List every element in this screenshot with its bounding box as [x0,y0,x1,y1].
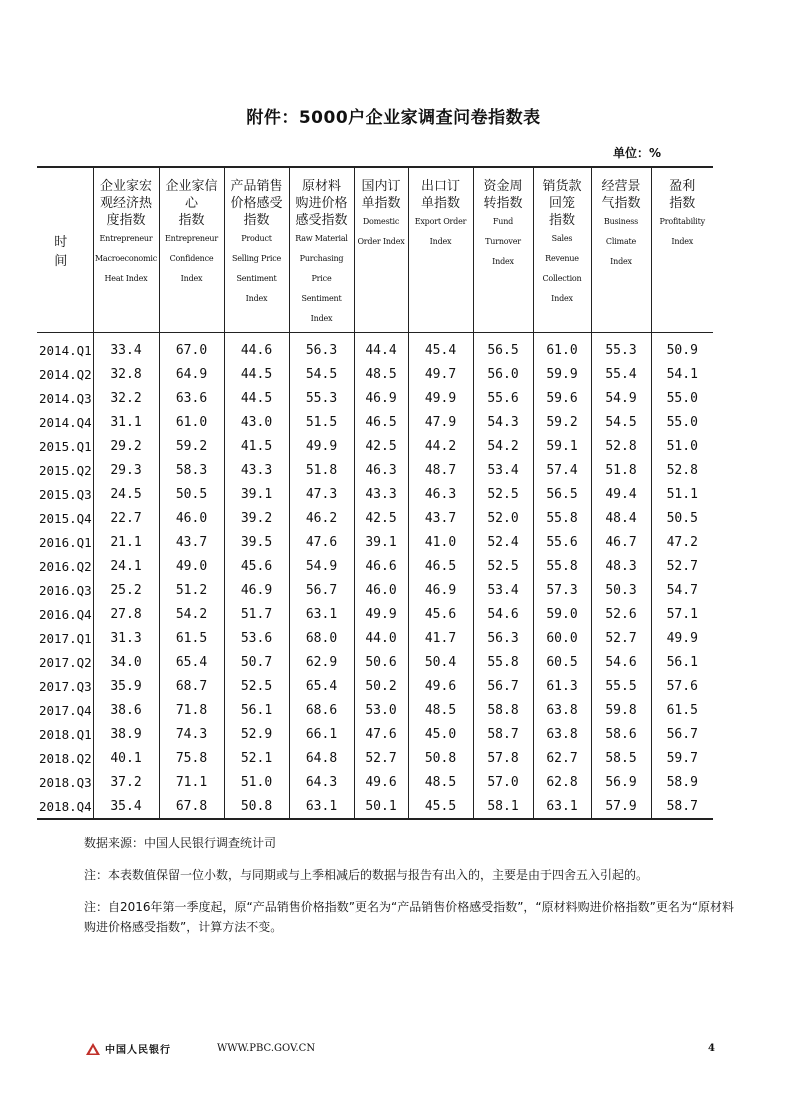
value-cell: 52.8 [651,458,713,482]
value-cell: 61.5 [159,626,224,650]
value-cell: 54.2 [159,602,224,626]
value-cell: 64.9 [159,362,224,386]
value-cell: 55.6 [473,386,533,410]
bank-name: 中国人民银行 [105,1045,171,1056]
value-cell: 52.5 [473,482,533,506]
value-cell: 50.8 [224,794,289,819]
value-cell: 40.1 [93,746,159,770]
column-header-en: Product Selling Price Sentiment Index [231,234,282,303]
value-cell: 55.0 [651,386,713,410]
value-cell: 46.3 [354,458,408,482]
quarter-cell: 2018.Q4 [39,798,92,814]
value-cell: 59.7 [651,746,713,770]
note-rounding: 注：本表数值保留一位小数，与同期或与上季相减后的数据与报告有出入的，主要是由于四舍五入引起的。 [84,868,649,882]
value-cell: 50.4 [408,650,473,674]
value-cell: 57.4 [533,458,591,482]
value-cell: 63.1 [289,602,354,626]
quarter-cell: 2018.Q1 [39,726,92,742]
quarter-cell: 2015.Q4 [39,510,92,526]
value-cell: 55.4 [591,362,651,386]
value-cell: 52.4 [473,530,533,554]
value-cell: 71.8 [159,698,224,722]
value-cell: 49.7 [408,362,473,386]
value-cell: 24.1 [93,554,159,578]
value-cell: 56.7 [651,722,713,746]
value-cell: 54.6 [473,602,533,626]
page-title: 附件：5000户企业家调查问卷指数表 [246,108,541,128]
value-cell: 59.0 [533,602,591,626]
column-header [408,167,473,333]
column-header [224,167,289,333]
value-cell: 61.0 [533,333,591,363]
value-cell: 47.6 [354,722,408,746]
column-header [159,167,224,333]
value-cell: 58.3 [159,458,224,482]
value-cell: 62.8 [533,770,591,794]
value-cell: 31.1 [93,410,159,434]
value-cell: 32.2 [93,386,159,410]
column-header-cn: 企业家信 心 指数 [165,179,218,228]
value-cell: 51.7 [224,602,289,626]
value-cell: 46.9 [408,578,473,602]
value-cell: 49.6 [354,770,408,794]
value-cell: 52.7 [354,746,408,770]
value-cell: 46.5 [354,410,408,434]
value-cell: 55.3 [289,386,354,410]
value-cell: 56.7 [289,578,354,602]
value-cell: 39.1 [354,530,408,554]
value-cell: 59.2 [159,434,224,458]
unit-label: 单位：% [612,146,661,160]
value-cell: 21.1 [93,530,159,554]
column-header-cn: 盈利 指数 [669,179,696,211]
value-cell: 50.1 [354,794,408,819]
value-cell: 50.3 [591,578,651,602]
notes [84,833,744,949]
table-row [37,650,713,674]
column-header-cn: 出口订 单指数 [420,179,460,211]
column-header-cn: 企业家宏 观经济热 度指数 [99,179,152,228]
value-cell: 64.8 [289,746,354,770]
value-cell: 51.1 [651,482,713,506]
column-header [591,167,651,333]
column-header-en: Raw Material Purchasing Price Sentiment Index [295,234,348,323]
value-cell: 68.7 [159,674,224,698]
value-cell: 58.7 [473,722,533,746]
value-cell: 55.8 [533,554,591,578]
column-header-en: Entrepreneur Confidence Index [165,234,218,283]
value-cell: 54.6 [591,650,651,674]
value-cell: 29.3 [93,458,159,482]
table-row [37,482,713,506]
value-cell: 61.5 [651,698,713,722]
table-row [37,794,713,819]
value-cell: 65.4 [159,650,224,674]
value-cell: 32.8 [93,362,159,386]
quarter-cell: 2016.Q3 [39,582,92,598]
table-row [37,746,713,770]
value-cell: 52.1 [224,746,289,770]
value-cell: 71.1 [159,770,224,794]
value-cell: 58.6 [591,722,651,746]
value-cell: 63.1 [533,794,591,819]
value-cell: 35.9 [93,674,159,698]
value-cell: 56.1 [651,650,713,674]
value-cell: 56.7 [473,674,533,698]
value-cell: 27.8 [93,602,159,626]
value-cell: 56.5 [533,482,591,506]
quarter-cell: 2015.Q2 [39,462,92,478]
value-cell: 52.7 [651,554,713,578]
value-cell: 38.9 [93,722,159,746]
value-cell: 61.0 [159,410,224,434]
value-cell: 57.6 [651,674,713,698]
table-row [37,362,713,386]
value-cell: 48.5 [408,770,473,794]
value-cell: 62.7 [533,746,591,770]
table-row [37,434,713,458]
value-cell: 59.1 [533,434,591,458]
table-row [37,386,713,410]
table-row [37,578,713,602]
value-cell: 65.4 [289,674,354,698]
value-cell: 52.0 [473,506,533,530]
value-cell: 75.8 [159,746,224,770]
value-cell: 47.2 [651,530,713,554]
column-header [354,167,408,333]
value-cell: 43.7 [159,530,224,554]
value-cell: 55.5 [591,674,651,698]
value-cell: 54.9 [591,386,651,410]
value-cell: 68.6 [289,698,354,722]
value-cell: 49.0 [159,554,224,578]
column-header-en: Business Climate Index [603,217,639,266]
value-cell: 60.5 [533,650,591,674]
time-header: 时 间 [54,235,97,269]
column-header [473,167,533,333]
value-cell: 51.8 [591,458,651,482]
value-cell: 57.1 [651,602,713,626]
value-cell: 54.2 [473,434,533,458]
column-header [289,167,354,333]
value-cell: 63.8 [533,698,591,722]
quarter-cell: 2014.Q3 [39,390,92,406]
quarter-cell: 2014.Q1 [39,342,92,358]
value-cell: 61.3 [533,674,591,698]
value-cell: 66.1 [289,722,354,746]
value-cell: 37.2 [93,770,159,794]
value-cell: 55.8 [473,650,533,674]
value-cell: 47.6 [289,530,354,554]
value-cell: 48.7 [408,458,473,482]
footer-logo [85,1041,171,1056]
value-cell: 45.6 [224,554,289,578]
quarter-cell: 2017.Q1 [39,630,92,646]
index-table [37,166,713,820]
value-cell: 43.3 [354,482,408,506]
value-cell: 62.9 [289,650,354,674]
table-row [37,530,713,554]
value-cell: 46.7 [591,530,651,554]
value-cell: 45.5 [408,794,473,819]
quarter-cell: 2017.Q4 [39,702,92,718]
value-cell: 52.9 [224,722,289,746]
value-cell: 55.8 [533,506,591,530]
value-cell: 68.0 [289,626,354,650]
value-cell: 57.0 [473,770,533,794]
value-cell: 58.9 [651,770,713,794]
value-cell: 56.1 [224,698,289,722]
value-cell: 53.4 [473,458,533,482]
value-cell: 50.6 [354,650,408,674]
value-cell: 24.5 [93,482,159,506]
value-cell: 49.9 [408,386,473,410]
column-header-en: Profitability Index [659,217,705,246]
column-header-en: Domestic Order Index [357,217,405,246]
value-cell: 29.2 [93,434,159,458]
quarter-cell: 2016.Q2 [39,558,92,574]
value-cell: 54.5 [591,410,651,434]
column-header-en: Fund Turnover Index [485,217,521,266]
value-cell: 59.8 [591,698,651,722]
value-cell: 46.2 [289,506,354,530]
value-cell: 39.2 [224,506,289,530]
quarter-cell: 2016.Q1 [39,534,92,550]
value-cell: 45.0 [408,722,473,746]
value-cell: 50.5 [159,482,224,506]
quarter-cell: 2018.Q2 [39,750,92,766]
value-cell: 58.5 [591,746,651,770]
column-header-en: Entrepreneur Macroeconomic Heat Index [94,234,158,283]
value-cell: 43.3 [224,458,289,482]
value-cell: 54.5 [289,362,354,386]
value-cell: 50.5 [651,506,713,530]
value-cell: 57.8 [473,746,533,770]
value-cell: 46.0 [159,506,224,530]
value-cell: 56.3 [289,333,354,363]
value-cell: 54.1 [651,362,713,386]
column-header-en: Sales Revenue Collection Index [542,234,582,303]
value-cell: 47.9 [408,410,473,434]
value-cell: 56.3 [473,626,533,650]
note-rename: 注：自2016年第一季度起，原“产品销售价格指数”更名为“产品销售价格感受指数”，“原材料购进价格指数”更名为“原材料购进价格感受指数”，计算方法不变。 [84,900,735,934]
value-cell: 56.5 [473,333,533,363]
column-header-cn: 经营景 气指数 [601,179,641,211]
value-cell: 56.9 [591,770,651,794]
value-cell: 59.6 [533,386,591,410]
value-cell: 33.4 [93,333,159,363]
value-cell: 38.6 [93,698,159,722]
value-cell: 39.1 [224,482,289,506]
value-cell: 50.8 [408,746,473,770]
value-cell: 63.1 [289,794,354,819]
value-cell: 54.3 [473,410,533,434]
value-cell: 50.7 [224,650,289,674]
value-cell: 45.4 [408,333,473,363]
table-row [37,458,713,482]
value-cell: 43.7 [408,506,473,530]
column-header-cn: 资金周 转指数 [483,179,523,211]
value-cell: 63.8 [533,722,591,746]
value-cell: 50.2 [354,674,408,698]
value-cell: 52.5 [473,554,533,578]
value-cell: 63.6 [159,386,224,410]
value-cell: 55.6 [533,530,591,554]
value-cell: 44.5 [224,386,289,410]
quarter-cell: 2014.Q2 [39,366,92,382]
table-row [37,722,713,746]
value-cell: 55.0 [651,410,713,434]
value-cell: 46.9 [224,578,289,602]
value-cell: 56.0 [473,362,533,386]
quarter-cell: 2017.Q3 [39,678,92,694]
value-cell: 51.8 [289,458,354,482]
value-cell: 64.3 [289,770,354,794]
value-cell: 57.9 [591,794,651,819]
value-cell: 49.9 [289,434,354,458]
value-cell: 55.3 [591,333,651,363]
value-cell: 58.1 [473,794,533,819]
value-cell: 43.0 [224,410,289,434]
column-header-cn: 原材料 购进价格 感受指数 [295,179,348,228]
value-cell: 54.7 [651,578,713,602]
value-cell: 39.5 [224,530,289,554]
value-cell: 53.6 [224,626,289,650]
table-row [37,410,713,434]
value-cell: 46.9 [354,386,408,410]
value-cell: 44.0 [354,626,408,650]
value-cell: 52.6 [591,602,651,626]
value-cell: 42.5 [354,434,408,458]
value-cell: 67.8 [159,794,224,819]
column-header-cn: 销货款 回笼 指数 [542,179,582,228]
pbc-logo-icon [85,1043,101,1055]
value-cell: 59.9 [533,362,591,386]
table-row [37,506,713,530]
value-cell: 47.3 [289,482,354,506]
value-cell: 60.0 [533,626,591,650]
quarter-cell: 2014.Q4 [39,414,92,430]
table-row [37,626,713,650]
value-cell: 49.6 [408,674,473,698]
note-source: 数据来源：中国人民银行调查统计司 [84,836,277,850]
value-cell: 25.2 [93,578,159,602]
value-cell: 51.2 [159,578,224,602]
value-cell: 34.0 [93,650,159,674]
value-cell: 41.5 [224,434,289,458]
table-row [37,602,713,626]
table-row [37,674,713,698]
table-row [37,770,713,794]
value-cell: 48.5 [408,698,473,722]
value-cell: 57.3 [533,578,591,602]
table-body [37,333,713,820]
value-cell: 35.4 [93,794,159,819]
column-header-cn: 国内订 单指数 [361,179,401,211]
page-number: 4 [708,1043,715,1054]
value-cell: 52.7 [591,626,651,650]
value-cell: 46.5 [408,554,473,578]
value-cell: 51.5 [289,410,354,434]
quarter-cell: 2016.Q4 [39,606,92,622]
column-header-en: Export Order Index [414,217,467,246]
value-cell: 44.6 [224,333,289,363]
value-cell: 67.0 [159,333,224,363]
value-cell: 44.5 [224,362,289,386]
value-cell: 42.5 [354,506,408,530]
quarter-cell: 2017.Q2 [39,654,92,670]
value-cell: 48.5 [354,362,408,386]
value-cell: 54.9 [289,554,354,578]
quarter-cell: 2015.Q3 [39,486,92,502]
value-cell: 22.7 [93,506,159,530]
quarter-cell: 2018.Q3 [39,774,92,790]
value-cell: 59.2 [533,410,591,434]
value-cell: 31.3 [93,626,159,650]
table-header [37,167,713,333]
value-cell: 53.4 [473,578,533,602]
value-cell: 53.0 [354,698,408,722]
value-cell: 58.8 [473,698,533,722]
value-cell: 44.4 [354,333,408,363]
value-cell: 44.2 [408,434,473,458]
value-cell: 48.4 [591,506,651,530]
table-row [37,698,713,722]
value-cell: 51.0 [224,770,289,794]
column-header [651,167,713,333]
value-cell: 46.6 [354,554,408,578]
value-cell: 48.3 [591,554,651,578]
value-cell: 49.4 [591,482,651,506]
value-cell: 50.9 [651,333,713,363]
site-url[interactable]: WWW.PBC.GOV.CN [217,1043,316,1054]
value-cell: 45.6 [408,602,473,626]
value-cell: 74.3 [159,722,224,746]
value-cell: 41.0 [408,530,473,554]
table-row [37,333,713,363]
value-cell: 51.0 [651,434,713,458]
value-cell: 58.7 [651,794,713,819]
column-header [533,167,591,333]
table-row [37,554,713,578]
quarter-cell: 2015.Q1 [39,438,92,454]
value-cell: 46.3 [408,482,473,506]
value-cell: 46.0 [354,578,408,602]
value-cell: 52.8 [591,434,651,458]
value-cell: 49.9 [354,602,408,626]
value-cell: 41.7 [408,626,473,650]
value-cell: 52.5 [224,674,289,698]
column-header-cn: 产品销售 价格感受 指数 [230,179,283,228]
value-cell: 49.9 [651,626,713,650]
column-header [93,167,159,333]
